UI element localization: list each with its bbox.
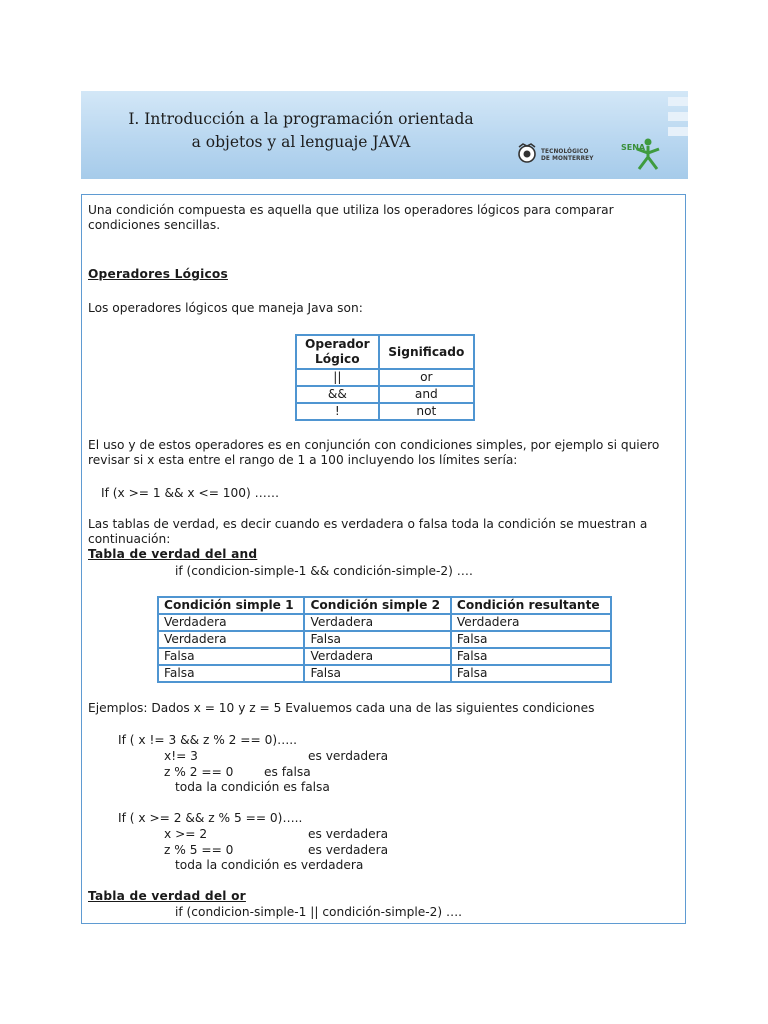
ex1-b-expr: z % 2 == 0	[164, 765, 234, 779]
meaning-cell: not	[379, 403, 474, 420]
header-operator-line2: Lógico	[315, 352, 360, 366]
tec-emblem-icon	[515, 141, 539, 165]
ex2-total: toda la condición es verdadera	[175, 858, 364, 872]
operators-table-header	[296, 335, 474, 369]
header-result: Condición resultante	[451, 597, 611, 614]
intro-line2: condiciones sencillas.	[88, 218, 221, 232]
header-stripe	[668, 112, 688, 121]
usage-line2: revisar si x esta entre el rango de 1 a 100 incluyendo los límites sería:	[88, 453, 518, 467]
table-row	[296, 403, 474, 420]
table-cell: Falsa	[304, 665, 450, 682]
ex1-total: toda la condición es falsa	[175, 780, 330, 794]
truth-intro-line1: Las tablas de verdad, es decir cuando es verdadera o falsa toda la condición se muestran a	[88, 517, 648, 531]
header-stripe	[668, 127, 688, 136]
table-cell: Verdadera	[158, 614, 304, 631]
and-syntax: if (condicion-simple-1 && condición-simple-2) ….	[175, 564, 473, 578]
table-cell: Verdadera	[451, 614, 611, 631]
table-cell: Falsa	[451, 631, 611, 648]
table-cell: Falsa	[451, 648, 611, 665]
ex2-if: If ( x >= 2 && z % 5 == 0)…..	[118, 811, 303, 825]
operators-table	[295, 334, 475, 421]
table-cell: Verdadera	[304, 648, 450, 665]
example-if: If (x >= 1 && x <= 100) ……	[101, 486, 280, 500]
page-title-line1: I. Introducción a la programación orientada	[128, 110, 474, 128]
table-cell: Falsa	[304, 631, 450, 648]
header-cond2: Condición simple 2	[304, 597, 450, 614]
content-panel	[81, 194, 686, 924]
ex1-if: If ( x != 3 && z % 2 == 0)…..	[118, 733, 298, 747]
table-cell: Verdadera	[304, 614, 450, 631]
tec-logo-line2: DE MONTERREY	[541, 155, 594, 162]
table-row	[296, 369, 474, 386]
meaning-cell: or	[379, 369, 474, 386]
header-cond1: Condición simple 1	[158, 597, 304, 614]
truth-table-header	[158, 597, 611, 614]
or-syntax: if (condicion-simple-1 || condición-simple-2) ….	[175, 905, 463, 919]
header-banner	[81, 91, 688, 179]
heading-or: Tabla de verdad del or	[88, 889, 246, 903]
page-title-line2: a objetos y al lenguaje JAVA	[191, 133, 411, 151]
sena-logo	[621, 137, 665, 173]
sena-figure-icon	[633, 137, 663, 171]
operator-cell: !	[296, 403, 379, 420]
table-row	[158, 614, 611, 631]
heading-operators: Operadores Lógicos	[88, 267, 228, 281]
intro-line1: Una condición compuesta es aquella que utiliza los operadores lógicos para comparar	[88, 203, 614, 217]
meaning-cell: and	[379, 386, 474, 403]
ex1-a-expr: x!= 3	[164, 749, 198, 763]
header-operator-line1: Operador	[304, 337, 370, 351]
table-cell: Verdadera	[158, 631, 304, 648]
header-meaning: Significado	[379, 335, 474, 369]
ex2-a-result: es verdadera	[308, 827, 389, 841]
sena-logo-text: SENA	[621, 143, 646, 152]
ex2-a-expr: x >= 2	[164, 827, 208, 841]
operators-intro: Los operadores lógicos que maneja Java son:	[88, 301, 363, 315]
table-row	[158, 648, 611, 665]
truth-table-and	[157, 596, 612, 683]
table-row	[296, 386, 474, 403]
table-row	[158, 631, 611, 648]
tec-logo-text	[541, 149, 594, 162]
table-cell: Falsa	[451, 665, 611, 682]
header-stripe	[668, 97, 688, 106]
usage-line1: El uso y de estos operadores es en conjunción con condiciones simples, por ejemplo si quiero	[88, 438, 660, 452]
ex2-b-result: es verdadera	[308, 843, 389, 857]
table-cell: Falsa	[158, 648, 304, 665]
page-title	[81, 108, 521, 154]
operator-cell: &&	[296, 386, 379, 403]
table-cell: Falsa	[158, 665, 304, 682]
ex1-b-result: es falsa	[264, 765, 311, 779]
table-row	[158, 665, 611, 682]
heading-and: Tabla de verdad del and	[88, 547, 258, 561]
header-operator	[296, 335, 379, 369]
ex1-a-result: es verdadera	[308, 749, 389, 763]
operator-cell: ||	[296, 369, 379, 386]
truth-intro-line2: continuación:	[88, 532, 171, 546]
tec-monterrey-logo	[515, 139, 595, 167]
ex2-b-expr: z % 5 == 0	[164, 843, 234, 857]
examples-intro: Ejemplos: Dados x = 10 y z = 5 Evaluemos cada una de las siguientes condiciones	[88, 701, 595, 715]
tec-logo-line1: TECNOLÓGICO	[541, 149, 589, 155]
